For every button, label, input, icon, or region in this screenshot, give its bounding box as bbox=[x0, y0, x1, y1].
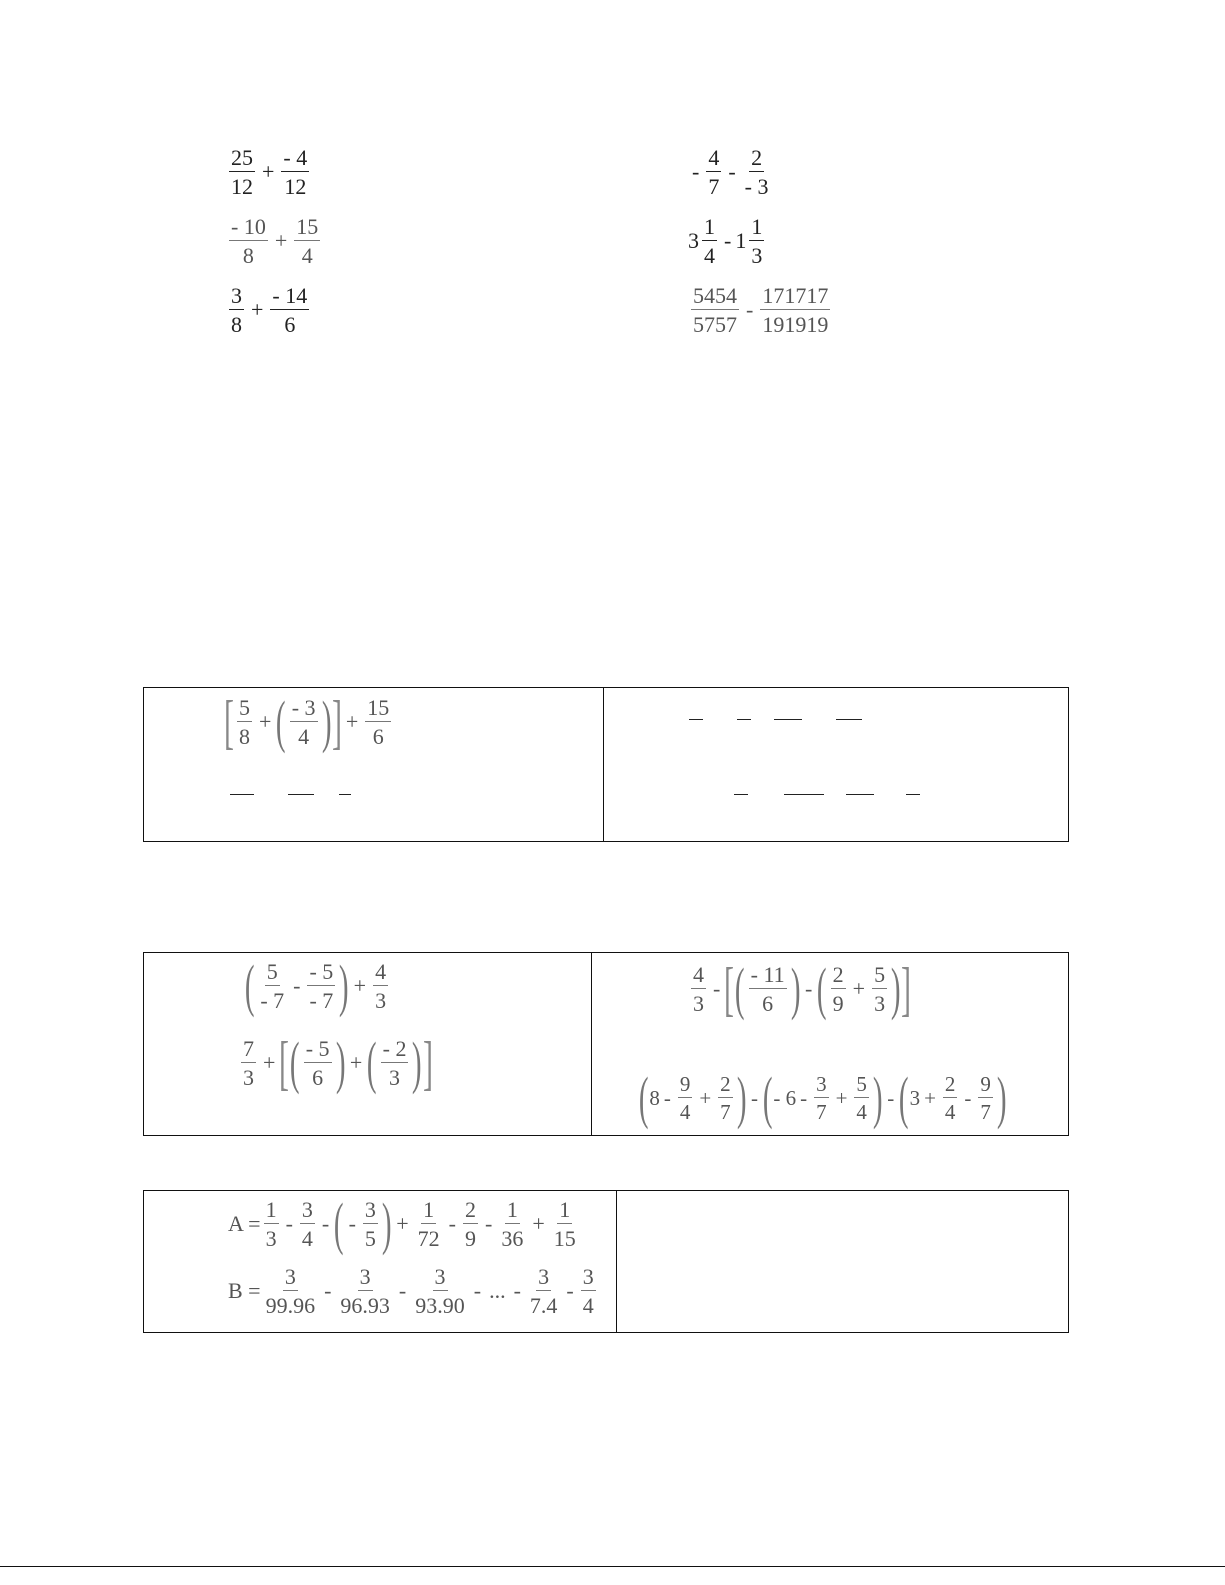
fraction: $\frac{5}{- 7}$ bbox=[260, 958, 285, 1013]
fraction-bar bbox=[906, 794, 920, 795]
left-bracket: [ bbox=[279, 1030, 290, 1096]
fraction: $\frac{9}{7}$ bbox=[980, 1071, 991, 1124]
fraction: $\frac{3}{5}$ bbox=[364, 1196, 376, 1251]
mixed-number: 3 $\frac{1}{4}$ bbox=[688, 214, 715, 269]
fraction: $\frac{- 5}{- 7}$ bbox=[309, 958, 334, 1013]
right-paren: ) bbox=[412, 1030, 422, 1095]
exercise-expression: $\frac{5454}{5757}$ - $\frac{171717}{191919}$ bbox=[693, 283, 829, 338]
right-bracket: ] bbox=[331, 689, 342, 755]
exercise-expression: - $\frac{4}{7}$ - $\frac{2}{- 3}$ bbox=[692, 145, 769, 200]
fraction-bar bbox=[339, 794, 351, 795]
fraction: $\frac{3}{4}$ bbox=[301, 1196, 313, 1251]
exercise-expression: 3 $\frac{1}{4}$ - 1 $\frac{1}{3}$ bbox=[688, 215, 767, 267]
exercise-table-1 bbox=[143, 687, 1069, 842]
page-footer-rule bbox=[0, 1566, 1225, 1567]
fraction: $\frac{1}{36}$ bbox=[501, 1196, 524, 1251]
left-bracket: [ bbox=[724, 956, 735, 1022]
right-paren: ) bbox=[321, 689, 332, 754]
right-paren: ) bbox=[381, 1191, 392, 1256]
fraction: $\frac{4}{7}$ bbox=[708, 145, 720, 200]
fraction: $\frac{1}{72}$ bbox=[417, 1196, 440, 1251]
fraction: $\frac{- 10}{8}$ bbox=[231, 214, 266, 269]
fraction: $\frac{5}{4}$ bbox=[856, 1071, 867, 1124]
fraction: $\frac{15}{6}$ bbox=[367, 694, 390, 749]
fraction-bar bbox=[846, 794, 874, 795]
fraction: $\frac{2}{7}$ bbox=[720, 1071, 731, 1124]
exercise-expression: $\frac{3}{8}$ + $\frac{- 14}{6}$ bbox=[231, 283, 308, 338]
fraction: $\frac{15}{4}$ bbox=[296, 214, 319, 269]
left-paren: ( bbox=[817, 956, 827, 1021]
fraction-bar bbox=[836, 719, 862, 720]
exercise-table-3 bbox=[143, 1190, 1069, 1333]
fraction: $\frac{3}{96.93}$ bbox=[340, 1264, 390, 1319]
exercise-table-2 bbox=[143, 952, 1069, 1136]
fraction: $\frac{2}{9}$ bbox=[464, 1196, 476, 1251]
fraction-bar bbox=[288, 794, 314, 795]
fraction: $\frac{5}{8}$ bbox=[238, 694, 250, 749]
exercise-expression: $\frac{4}{3}$ - [ ( $\frac{- 11}{6}$ ) - ( $\frac{2}{9}$ + $\frac{5}{3}$ ) ] bbox=[693, 956, 912, 1022]
expression-A: A = $\frac{1}{3}$ - $\frac{3}{4}$ - ( - $\frac{3}{5}$ ) + $\frac{1}{72}$ - $\frac{2}{9}$ - $\frac{1}{36}$ + $\frac{1}{15}$ bbox=[228, 1191, 576, 1256]
fraction: $\frac{5}{3}$ bbox=[874, 961, 886, 1016]
fraction-bar bbox=[689, 719, 703, 720]
fraction: $\frac{25}{12}$ bbox=[231, 145, 253, 200]
fraction: $\frac{1}{15}$ bbox=[553, 1196, 576, 1251]
left-paren: ( bbox=[638, 1065, 649, 1130]
right-paren: ) bbox=[339, 953, 349, 1018]
fraction: $\frac{- 2}{3}$ bbox=[382, 1035, 407, 1090]
fraction: $\frac{3}{99.96}$ bbox=[265, 1264, 316, 1319]
left-paren: ( bbox=[334, 1191, 344, 1256]
mixed-number: 1 $\frac{1}{3}$ bbox=[735, 214, 763, 269]
fraction: $\frac{3}{93.90}$ bbox=[415, 1264, 465, 1319]
fraction: $\frac{- 5}{6}$ bbox=[305, 1035, 330, 1090]
exercise-expression: $\frac{- 10}{8}$ + $\frac{15}{4}$ bbox=[231, 214, 319, 269]
exercise-expression: $\frac{25}{12}$ + $\frac{- 4}{12}$ bbox=[231, 145, 308, 200]
expression-B: B = $\frac{3}{99.96}$ - $\frac{3}{96.93}$ - $\frac{3}{93.90}$ - ... - $\frac{3}{7.4}$ - $\frac{3}{4}$ bbox=[228, 1264, 594, 1319]
left-paren: ( bbox=[367, 1030, 377, 1095]
fraction: $\frac{4}{3}$ bbox=[693, 961, 704, 1016]
exercise-expression: [ $\frac{5}{8}$ + ( $\frac{- 3}{4}$ ) ] + $\frac{15}{6}$ bbox=[223, 689, 390, 755]
fraction: $\frac{1}{3}$ bbox=[265, 1196, 277, 1251]
right-paren: ) bbox=[736, 1065, 747, 1130]
left-paren: ( bbox=[244, 953, 255, 1018]
right-paren: ) bbox=[790, 956, 801, 1021]
fraction: $\frac{3}{7.4}$ bbox=[529, 1264, 558, 1319]
fraction: $\frac{2}{9}$ bbox=[832, 961, 844, 1016]
table-divider bbox=[603, 688, 604, 841]
fraction: $\frac{2}{4}$ bbox=[944, 1071, 956, 1124]
fraction: $\frac{1}{4}$ bbox=[704, 214, 715, 269]
exercise-expression: ( 8 - $\frac{9}{4}$ + $\frac{2}{7}$ ) - ( - 6 - $\frac{3}{7}$ + $\frac{5}{4}$ ) - ( 3 + $\frac{2}{4}$ - $\frac{9}{7}$ ) bbox=[638, 1065, 1007, 1130]
fraction: $\frac{- 11}{6}$ bbox=[750, 961, 785, 1016]
left-paren: ( bbox=[762, 1065, 773, 1130]
left-paren: ( bbox=[276, 689, 286, 754]
fraction: $\frac{- 4}{12}$ bbox=[283, 145, 308, 200]
fraction-bar bbox=[784, 794, 824, 795]
exercise-expression: $\frac{7}{3}$ + [ ( $\frac{- 5}{6}$ ) + ( $\frac{- 2}{3}$ ) ] bbox=[243, 1030, 433, 1096]
exercise-expression: ( $\frac{5}{- 7}$ - $\frac{- 5}{- 7}$ ) + $\frac{4}{3}$ bbox=[244, 953, 387, 1018]
fraction: $\frac{- 3}{4}$ bbox=[291, 694, 316, 749]
right-bracket: ] bbox=[422, 1030, 433, 1096]
right-paren: ) bbox=[872, 1065, 883, 1130]
table-divider bbox=[591, 953, 592, 1135]
right-paren: ) bbox=[890, 956, 901, 1021]
fraction-bar bbox=[737, 719, 751, 720]
fraction: $\frac{171717}{191919}$ bbox=[762, 283, 829, 338]
left-paren: ( bbox=[290, 1030, 300, 1095]
fraction: $\frac{- 14}{6}$ bbox=[272, 283, 308, 338]
right-paren: ) bbox=[335, 1030, 346, 1095]
fraction: $\frac{5454}{5757}$ bbox=[693, 283, 737, 338]
fraction-bar bbox=[734, 794, 748, 795]
fraction: $\frac{1}{3}$ bbox=[751, 214, 763, 269]
fraction-bar bbox=[230, 794, 254, 795]
left-paren: ( bbox=[899, 1065, 909, 1130]
right-paren: ) bbox=[996, 1065, 1007, 1130]
fraction-bar bbox=[774, 719, 802, 720]
left-bracket: [ bbox=[223, 689, 234, 755]
fraction: $\frac{3}{8}$ bbox=[231, 283, 242, 338]
fraction: $\frac{2}{- 3}$ bbox=[744, 145, 769, 200]
fraction: $\frac{7}{3}$ bbox=[243, 1035, 254, 1090]
fraction: $\frac{3}{7}$ bbox=[816, 1071, 827, 1124]
fraction: $\frac{9}{4}$ bbox=[679, 1071, 691, 1124]
right-bracket: ] bbox=[901, 956, 912, 1022]
fraction: $\frac{3}{4}$ bbox=[582, 1264, 594, 1319]
fraction: $\frac{4}{3}$ bbox=[375, 958, 387, 1013]
table-divider bbox=[616, 1191, 617, 1332]
left-paren: ( bbox=[735, 956, 745, 1021]
